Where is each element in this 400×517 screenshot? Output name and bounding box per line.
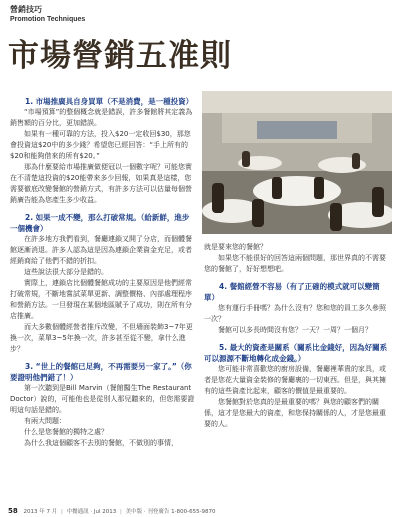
body-paragraph: 餐館可以多長時間沒有您？一天？一周？一個月？ [218,326,372,334]
restaurant-dining-room-photo [202,91,392,234]
body-paragraph: 實際上，連鎖店比個體餐館成功的主要原因是他們經常打破常規，不斷地嘗試菜單更新、調整價格、內部處理程序和營銷方法。一旦發現在某個地區賦予了成功，則在所有分店推廣。 [10,279,192,320]
article-title: 市場營銷五准則 [8,38,232,74]
page-footer: 58 2013 年 7 月 | 中餐通訊 · Jul 2013 | 美中版 · 刊登廣告 1-800-655-9870 [8,507,216,515]
footer-phone: 1-800-655-9870 [171,509,216,515]
body-paragraph: 在許多地方我們看到，餐廳連鎖又開了分店，而個體餐館逐漸消退。許多人認為這是因為連鎖企業資金充足，或者經銷商給了他們不錯的折扣。 [10,235,192,265]
body-paragraph: 那為什麼要給市場推廣做便冠以一個數字呢？可能您實在不清楚這投資的$20能帶來多少回報，如果真是這樣，您需要徹底改變餐館的營銷方式，有許多方法可以估量每個營銷廣告能為您產生多少收益。 [10,163,192,204]
body-paragraph: 什么是您餐館的獨特之處？ [24,428,108,436]
left-column [10,96,196,449]
footer-year: 2013 [102,509,117,515]
section-header [10,5,85,24]
body-paragraph: 這些說法很大部分是錯的。 [24,268,108,276]
section-heading: 3. “世上的餐館已足夠，不再需要另一家了。”（你要證明他們錯了！） [10,362,192,382]
body-paragraph: 為什么我這個顧客不去別的餐館，不做別的事情， [24,439,178,447]
footer-magazine: 中餐通訊 · Jul [66,509,101,515]
body-paragraph: 您餐館對於您真的是最重要的嗎？與您的顧客們的關係，這才是您最大的資產，和您保持關係的人，才是您最重要的人。 [204,398,386,428]
body-paragraph: 就是要來您的餐館？ [204,243,267,251]
body-paragraph: 您可能非常喜歡您的廚房設備，餐廳裡華貴的家具，或者是您花大量資金裝修的餐廳裏的一切東西。但是，與其擁有的這些資產比起來，顧客的價值是最重要的。 [204,365,386,395]
footer-magazine-2: 美中版 · 刊登廣告 [125,509,170,515]
body-paragraph: 第一次聽到是Bill Marvin（餐館醫生The Restaurant Doctor）說的，可能他也是從別人那兒聽來的，但您需要證明這句話是錯的。 [10,384,195,414]
footer-issue: 2013 年 7 月 [23,509,58,515]
body-paragraph: 如果有一種可靠的方法，投入$20一定收回$30，那您會投資這$20中的多少錢？希望您已經回答：“手上所有的$20和能夠借來的所有$20。” [10,130,191,160]
body-paragraph: 而大多數個體經營者推斥改變，不但墻面裝飾3~7年更換一次，菜單3~5年換一次，許多甚至從不變，拿什么進步？ [10,323,193,353]
page-number: 58 [8,507,18,515]
body-paragraph: 有兩大問題： [24,417,66,425]
body-paragraph: 如果您不能很好的回答這兩個問題，那世界真的不需要您的餐館了，好好想想吧。 [204,254,386,273]
section-heading: 2. 如果一成不變，那么打破常規。（給新鮮，進步一個機會） [10,213,190,233]
right-column [204,242,390,430]
body-paragraph: 您有運行手冊嗎？為什么沒有？您和您的員工多久參照一次？ [204,304,386,323]
section-label-en: Promotion Techniques [10,16,86,23]
section-label-cn: 營銷技巧 [10,5,42,14]
body-paragraph: “市場預算”的整個概念就是錯誤，許多餐館將其定義為銷售額的百分比，更加錯誤。 [10,108,193,127]
section-heading: 1. 市場推廣具自身買單（不是消費，是一種投資） [25,97,194,106]
section-heading: 5. 最大的資產是關系（關系比金錢好，因為好關系可以源源不斷地轉化成金錢。） [204,343,388,363]
section-heading: 4. 餐館經營不容易（有了正確的模式就可以變簡單） [204,282,380,302]
